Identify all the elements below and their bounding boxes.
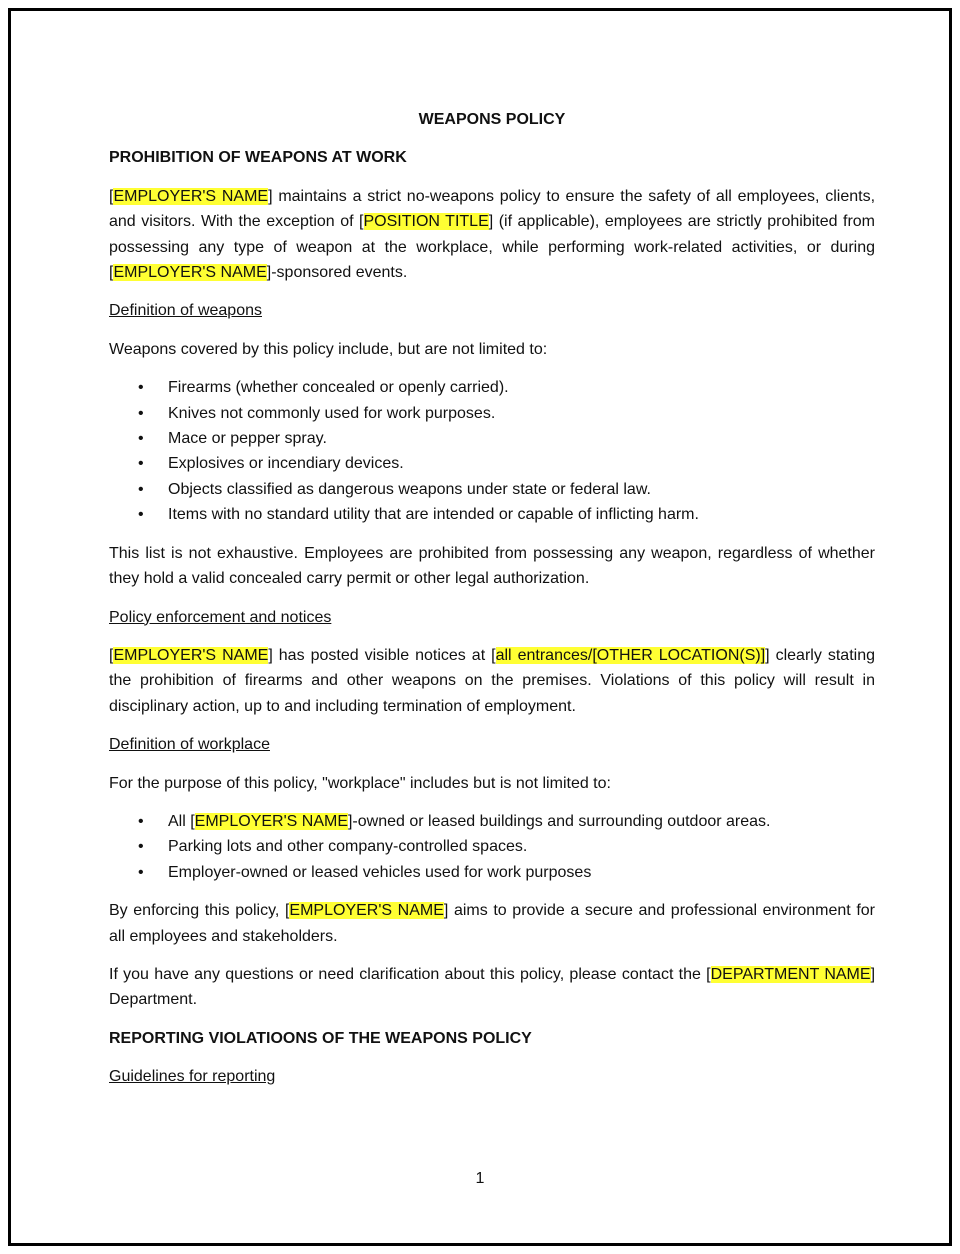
weapons-list	[109, 375, 875, 527]
placeholder-employer-name: EMPLOYER'S NAME	[194, 812, 348, 830]
document-body	[109, 107, 875, 1103]
closing-paragraph: By enforcing this policy, [EMPLOYER'S NAME] aims to provide a secure and professional environment for all employees and stakeholders.	[109, 902, 876, 945]
workplace-lead-paragraph: For the purpose of this policy, "workplace" includes but is not limited to:	[109, 774, 611, 792]
contact-paragraph: If you have any questions or need clarification about this policy, please contact the [DEPARTMENT NAME] Department.	[109, 965, 876, 1009]
placeholder-employer-name: EMPLOYER'S NAME	[113, 264, 267, 282]
list-item: • Explosives or incendiary devices.	[109, 451, 875, 476]
page	[8, 8, 952, 1246]
subheading-enforcement: Policy enforcement and notices	[109, 608, 332, 626]
list-item: • Firearms (whether concealed or openly carried).	[109, 375, 875, 400]
bullet-icon: •	[138, 379, 144, 397]
list-item: • Items with no standard utility that are intended or capable of inflicting harm.	[109, 502, 875, 527]
page-number: 1	[475, 1170, 485, 1187]
bullet-icon: •	[138, 480, 144, 498]
weapons-lead-paragraph: Weapons covered by this policy include, but are not limited to:	[109, 340, 548, 358]
list-item: • Objects classified as dangerous weapons under state or federal law.	[109, 477, 875, 502]
bullet-icon: •	[138, 863, 144, 881]
bullet-icon: •	[138, 404, 144, 422]
workplace-list	[109, 809, 875, 885]
list-item: • Parking lots and other company-controlled spaces.	[109, 834, 875, 859]
bullet-icon: •	[138, 506, 144, 524]
bullet-icon: •	[138, 812, 144, 830]
placeholder-employer-name: EMPLOYER'S NAME	[113, 187, 269, 205]
placeholder-employer-name: EMPLOYER'S NAME	[289, 902, 444, 920]
subheading-definition-weapons: Definition of weapons	[109, 302, 262, 320]
list-item: • All [EMPLOYER'S NAME]-owned or leased buildings and surrounding outdoor areas.	[109, 809, 875, 834]
subheading-guidelines-reporting: Guidelines for reporting	[109, 1068, 276, 1086]
section-heading-reporting: REPORTING VIOLATIOONS OF THE WEAPONS POLICY	[109, 1029, 532, 1047]
list-item: • Knives not commonly used for work purposes.	[109, 401, 875, 426]
intro-paragraph: [EMPLOYER'S NAME] maintains a strict no-weapons policy to ensure the safety of all employees, clients, and visitors. With the exception of [POSITION TITLE] (if applicable), employees are strictly prohibited from possessing any type of weapon at the workplace, while performing work-related activities, or during [EMPLOYER'S NAME]-sponsored events.	[109, 187, 876, 282]
subheading-definition-workplace: Definition of workplace	[109, 736, 270, 754]
enforcement-paragraph: [EMPLOYER'S NAME] has posted visible notices at [all entrances/[OTHER LOCATION(S)]] clearly stating the prohibition of firearms and other weapons on the premises. Violations of this policy will result in disciplinary action, up to and including termination of employment.	[109, 646, 875, 715]
weapons-closing-paragraph: This list is not exhaustive. Employees are prohibited from possessing any weapon, regardless of whether they hold a valid concealed carry permit or other legal authorization.	[109, 544, 875, 588]
document-title: WEAPONS POLICY	[418, 111, 566, 128]
section-heading-prohibition: PROHIBITION OF WEAPONS AT WORK	[109, 149, 407, 167]
placeholder-department-name: DEPARTMENT NAME	[710, 965, 871, 983]
placeholder-employer-name: EMPLOYER'S NAME	[113, 646, 269, 664]
bullet-icon: •	[138, 455, 144, 473]
placeholder-locations: all entrances/[OTHER LOCATION(S)]	[495, 646, 766, 664]
bullet-icon: •	[138, 838, 144, 856]
bullet-icon: •	[138, 430, 144, 448]
list-item: • Employer-owned or leased vehicles used for work purposes	[109, 860, 875, 885]
list-item: • Mace or pepper spray.	[109, 426, 875, 451]
placeholder-position-title: POSITION TITLE	[363, 213, 489, 231]
